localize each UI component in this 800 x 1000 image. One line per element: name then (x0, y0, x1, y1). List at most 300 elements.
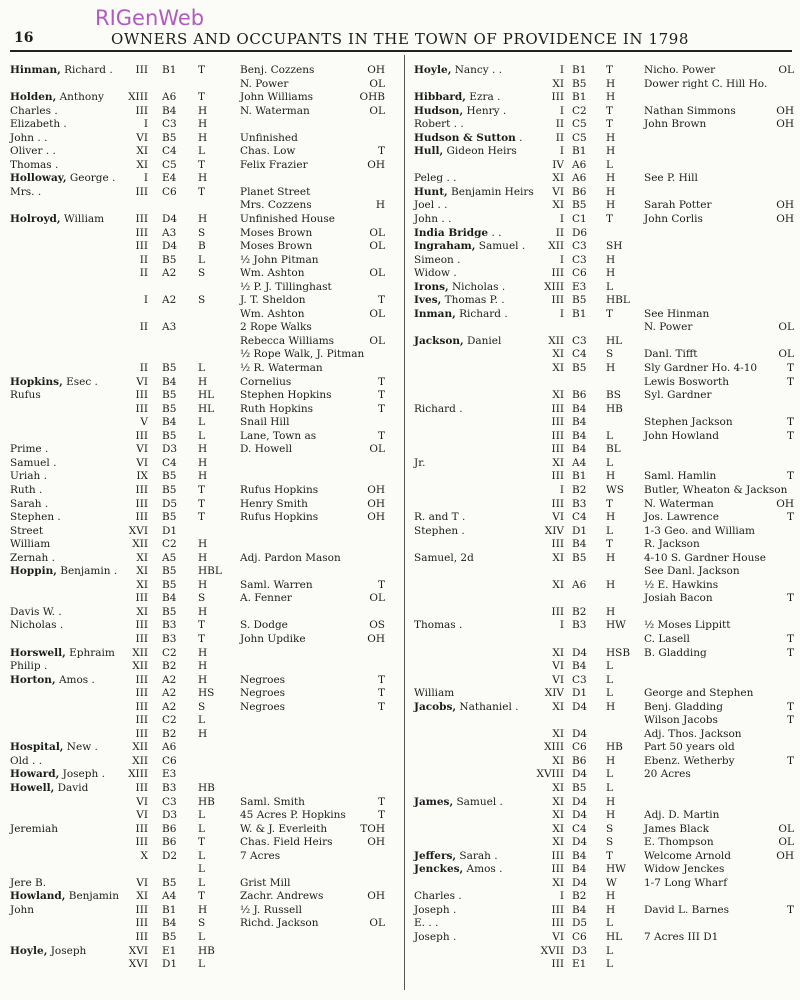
given-name: Elizabeth . (10, 118, 67, 131)
ward: XI (552, 822, 564, 835)
entry-row (0, 945, 400, 959)
entry-row (408, 186, 800, 200)
ward: XII (132, 741, 148, 754)
entry-row (0, 796, 400, 810)
occupant: Lane, Town as (240, 429, 317, 442)
surname: Holden, (10, 91, 57, 104)
ward: VI (136, 456, 148, 469)
property-type: H (606, 605, 616, 618)
property-type: L (606, 781, 613, 794)
entry-row (0, 755, 400, 769)
entry-row (408, 836, 800, 850)
given-name: Samuel . (10, 456, 57, 469)
surname: Horton, (10, 673, 56, 686)
property-type: T (198, 158, 206, 171)
owner-name (10, 619, 63, 631)
occupant-code: OH (367, 64, 385, 76)
lot: E4 (162, 172, 177, 185)
ward: XVI (128, 944, 148, 957)
property-type: L (198, 863, 205, 876)
owner-name (10, 145, 56, 157)
property-type: L (198, 253, 205, 266)
occupant-code: T (377, 673, 385, 686)
given-name: William (60, 213, 105, 226)
lot: B2 (162, 727, 177, 740)
given-name: Ephraim (65, 646, 115, 659)
occupant: ½ E. Hawkins (644, 578, 719, 591)
ward: III (135, 226, 148, 239)
ward: III (551, 497, 564, 510)
ward: VI (552, 673, 564, 686)
lot: E3 (572, 280, 587, 293)
owner-name (414, 281, 505, 293)
surname: Hospital, (10, 741, 64, 754)
ward: III (135, 402, 148, 415)
lot: B5 (572, 199, 587, 212)
lot: C5 (162, 158, 177, 171)
given-name: Ezra . (465, 91, 501, 104)
ward: II (139, 321, 148, 334)
ward: III (551, 958, 564, 971)
ward: XI (552, 795, 564, 808)
lot: B6 (572, 389, 587, 402)
ward: III (135, 673, 148, 686)
occupant: 20 Acres (644, 768, 691, 781)
entry-row (0, 267, 400, 281)
owner-name (10, 823, 58, 835)
occupant-code: T (377, 145, 385, 158)
occupant: Saml. Smith (240, 795, 305, 808)
occupant: Grist Mill (240, 876, 291, 889)
owner-name (414, 199, 447, 211)
entry-row (408, 227, 800, 241)
property-type: H (198, 104, 208, 117)
occupant-code: T (377, 389, 385, 402)
property-type: L (198, 958, 205, 971)
ward: VI (552, 660, 564, 673)
given-name: Richard . (60, 64, 113, 76)
lot: D4 (572, 768, 588, 781)
owner-name (414, 308, 508, 320)
occupant: 1-3 Geo. and William (644, 524, 755, 537)
lot: C3 (572, 673, 587, 686)
entry-row (0, 172, 400, 186)
lot: B5 (162, 578, 177, 591)
given-name: Simeon . (414, 253, 461, 266)
ward: XII (548, 334, 564, 347)
lot: A3 (162, 321, 177, 334)
occupant: Nathan Simmons (644, 104, 736, 117)
entry-row (408, 240, 800, 254)
entry-row (408, 741, 800, 755)
ward: III (551, 538, 564, 551)
entry-row (0, 64, 400, 78)
surname: Jeffers, (414, 849, 457, 862)
surname: Irons, (414, 280, 449, 293)
occupant-code: T (786, 754, 794, 767)
entry-row (0, 863, 400, 877)
owner-name (414, 525, 465, 537)
property-type: T (606, 497, 614, 510)
entry-row (0, 809, 400, 823)
lot: B4 (162, 917, 177, 930)
entry-row (408, 511, 800, 525)
entry-row (408, 416, 800, 430)
occupant-code: OL (778, 822, 794, 835)
occupant: R. Jackson (644, 538, 700, 551)
property-type: T (198, 497, 206, 510)
lot: A2 (162, 267, 177, 280)
occupant-code: OL (369, 917, 385, 930)
lot: B1 (162, 903, 177, 916)
property-type: HB (606, 402, 623, 415)
lot: B1 (162, 64, 177, 76)
lot: C4 (162, 456, 177, 469)
header-rule (10, 50, 792, 52)
property-type: W (606, 876, 617, 889)
owner-name (414, 457, 425, 469)
ward: III (135, 64, 148, 76)
property-type: L (198, 931, 205, 943)
lot: D1 (162, 524, 178, 537)
surname: Howland, (10, 890, 66, 903)
property-type: HL (198, 389, 215, 402)
property-type: H (198, 538, 208, 551)
lot: C2 (162, 538, 177, 551)
occupant-code: OL (369, 443, 385, 456)
owner-name (10, 118, 67, 130)
property-type: L (606, 429, 613, 442)
lot: B5 (162, 565, 177, 578)
property-type: H (606, 362, 616, 375)
entry-row (0, 145, 400, 159)
surname: Horswell, (10, 646, 66, 659)
owner-name (10, 525, 43, 537)
entry-row (0, 592, 400, 606)
entry-row (408, 294, 800, 308)
lot: C3 (572, 240, 587, 253)
given-name: John . . (414, 213, 452, 226)
lot: B1 (572, 91, 587, 104)
property-type: H (606, 172, 616, 185)
property-type: L (606, 158, 613, 171)
given-name: Joseph . (414, 931, 457, 943)
owner-name (414, 267, 457, 279)
owner-name (10, 484, 42, 496)
lot: C3 (162, 118, 177, 131)
entry-row (0, 498, 400, 512)
lot: E1 (162, 944, 177, 957)
property-type: S (606, 348, 614, 361)
ward: XII (548, 240, 564, 253)
lot: D5 (162, 497, 178, 510)
owner-name (10, 565, 117, 577)
occupant-code: T (377, 809, 385, 822)
ward: II (555, 226, 564, 239)
entry-row (408, 687, 800, 701)
lot: C2 (162, 646, 177, 659)
entry-row (408, 917, 800, 931)
entry-row (408, 674, 800, 688)
lot: B4 (162, 375, 177, 388)
surname: Hopkins, (10, 375, 63, 388)
ward: III (551, 402, 564, 415)
ward: XVI (128, 524, 148, 537)
occupant-code: T (786, 714, 794, 727)
entry-row (0, 606, 400, 620)
occupant: See P. Hill (644, 172, 698, 185)
property-type: H (606, 470, 616, 483)
occupant: 45 Acres P. Hopkins (240, 809, 346, 822)
occupant-code: OH (367, 511, 385, 524)
lot: B1 (572, 470, 587, 483)
lot: C2 (572, 104, 587, 117)
ward: XIV (544, 524, 564, 537)
ward: I (143, 172, 148, 185)
property-type: T (198, 511, 206, 524)
property-type: H (606, 511, 616, 524)
lot: A6 (572, 158, 587, 171)
owner-name (10, 91, 104, 103)
given-name: Prime . (10, 443, 49, 456)
property-type: H (606, 890, 616, 903)
occupant: John Howland (644, 429, 719, 442)
ward: III (551, 294, 564, 307)
occupant-code: T (377, 578, 385, 591)
lot: C5 (572, 131, 587, 144)
lot: B5 (162, 253, 177, 266)
entry-row (408, 484, 800, 498)
property-type: SH (606, 240, 623, 253)
ward: III (551, 863, 564, 876)
ward: III (135, 836, 148, 849)
occupant: Wilson Jacobs (644, 714, 718, 727)
right-column (408, 64, 800, 972)
entry-row (0, 348, 400, 362)
entry-row (408, 430, 800, 444)
property-type: L (606, 673, 613, 686)
ward: XI (552, 700, 564, 713)
occupant: Ruth Hopkins (240, 402, 314, 415)
given-name: Stephen . (414, 524, 465, 537)
ward: XII (132, 538, 148, 551)
lot: B5 (162, 511, 177, 524)
occupant: 4-10 S. Gardner House (644, 551, 766, 564)
lot: B5 (572, 77, 587, 90)
lot: D3 (162, 443, 178, 456)
entry-row (408, 321, 800, 335)
lot: B6 (162, 836, 177, 849)
surname: Hull, (414, 145, 444, 158)
property-type: L (606, 687, 613, 700)
ward: II (555, 118, 564, 131)
ward: XI (136, 890, 148, 903)
owner-name (414, 931, 456, 943)
occupant-code: T (786, 592, 794, 605)
property-type: L (198, 362, 205, 375)
lot: D3 (162, 809, 178, 822)
occupant-code: OL (369, 307, 385, 320)
ward: XI (136, 551, 148, 564)
property-type: T (606, 849, 614, 862)
entry-row (0, 484, 400, 498)
owner-name (414, 917, 438, 929)
owner-name (414, 105, 506, 117)
page-number: 16 (14, 30, 34, 46)
ward: III (135, 213, 148, 226)
lot: A3 (162, 226, 177, 239)
entry-row (0, 213, 400, 227)
occupant: Felix Frazier (240, 158, 308, 171)
ward: VI (552, 931, 564, 943)
surname: Howell, (10, 781, 55, 794)
lot: B5 (572, 362, 587, 375)
lot: A5 (162, 551, 177, 564)
ward: XI (552, 362, 564, 375)
entry-row (408, 525, 800, 539)
entry-row (408, 592, 800, 606)
occupant-code: OH (367, 158, 385, 171)
entry-row (0, 823, 400, 837)
owner-name (414, 850, 498, 862)
site-watermark: RIGenWeb (95, 6, 205, 30)
property-type: S (198, 592, 206, 605)
lot: B1 (572, 64, 587, 76)
lot: B2 (572, 483, 587, 496)
lot: A2 (162, 700, 177, 713)
ward: I (559, 213, 564, 226)
ward: III (135, 687, 148, 700)
occupant: Syl. Gardner (644, 389, 712, 402)
entry-row (408, 376, 800, 390)
property-type: HB (198, 944, 215, 957)
entry-row (0, 917, 400, 931)
ward: III (135, 104, 148, 117)
occupant: Part 50 years old (644, 741, 735, 754)
ward: III (551, 416, 564, 429)
entry-row (408, 782, 800, 796)
lot: C4 (572, 348, 587, 361)
property-type: H (198, 660, 208, 673)
occupant: N. Power (240, 77, 289, 90)
occupant-code: OH (367, 890, 385, 903)
given-name: Mrs. . (10, 185, 42, 198)
occupant: Benj. Gladding (644, 700, 723, 713)
occupant: Rebecca Williams (240, 334, 335, 347)
ward: XII (132, 660, 148, 673)
property-type: S (198, 294, 206, 307)
property-type: L (198, 429, 205, 442)
occupant-code: OH (367, 632, 385, 645)
surname: Hudson, (414, 104, 464, 117)
occupant-code: OH (367, 483, 385, 496)
entry-row (0, 701, 400, 715)
ward: I (559, 253, 564, 266)
entry-row (0, 552, 400, 566)
ward: VI (136, 131, 148, 144)
entry-row (408, 254, 800, 268)
entry-row (408, 159, 800, 173)
ward: III (135, 185, 148, 198)
property-type: HL (198, 402, 215, 415)
entry-row (0, 633, 400, 647)
property-type: S (198, 226, 206, 239)
entry-row (0, 389, 400, 403)
owner-name (10, 186, 41, 198)
occupant-code: OH (776, 213, 794, 226)
lot: B4 (572, 443, 587, 456)
given-name: Charles . (414, 890, 462, 903)
ward: XVI (128, 958, 148, 971)
occupant-code: OH (776, 497, 794, 510)
entry-row (0, 728, 400, 742)
ward: XI (136, 605, 148, 618)
occupant-code: T (377, 687, 385, 700)
ward: I (559, 890, 564, 903)
occupant: Henry Smith (240, 497, 308, 510)
ward: III (135, 700, 148, 713)
property-type: L (606, 917, 613, 930)
ward: XII (132, 646, 148, 659)
lot: C6 (572, 931, 587, 943)
surname: Hudson & Sutton (414, 131, 516, 144)
property-type: T (198, 836, 206, 849)
lot: D6 (572, 226, 588, 239)
lot: B5 (162, 429, 177, 442)
lot: B3 (162, 619, 177, 632)
entry-row (408, 199, 800, 213)
entry-row (408, 904, 800, 918)
lot: B4 (572, 863, 587, 876)
property-type: H (198, 131, 208, 144)
owner-name (414, 687, 454, 699)
occupant: Unfinished House (240, 213, 336, 226)
property-type: T (606, 104, 614, 117)
entry-row (408, 267, 800, 281)
property-type: H (198, 443, 208, 456)
entry-row (408, 579, 800, 593)
lot: A2 (162, 687, 177, 700)
occupant-code: OL (778, 348, 794, 361)
entry-row (408, 565, 800, 579)
occupant-code: OL (369, 226, 385, 239)
entry-row (0, 741, 400, 755)
surname: Hibbard, (414, 91, 466, 104)
owner-name (10, 172, 115, 184)
entry-row (0, 768, 400, 782)
property-type: HS (198, 687, 215, 700)
occupant-code: OH (776, 104, 794, 117)
owner-name (10, 904, 34, 916)
property-type: L (198, 416, 205, 429)
ward: XVIII (536, 768, 564, 781)
occupant: Jos. Lawrence (644, 511, 719, 524)
property-type: T (606, 64, 614, 76)
occupant: N. Waterman (644, 497, 714, 510)
property-type: HBL (198, 565, 222, 578)
owner-name (10, 443, 48, 455)
lot: C2 (162, 714, 177, 727)
owner-name (10, 132, 47, 144)
entry-row (408, 552, 800, 566)
surname: James, (414, 795, 454, 808)
occupant-code: OH (776, 118, 794, 131)
given-name: Ruth . (10, 483, 43, 496)
entry-row (408, 728, 800, 742)
given-name: John . . (10, 131, 48, 144)
property-type: BS (606, 389, 621, 402)
entry-row (408, 335, 800, 349)
